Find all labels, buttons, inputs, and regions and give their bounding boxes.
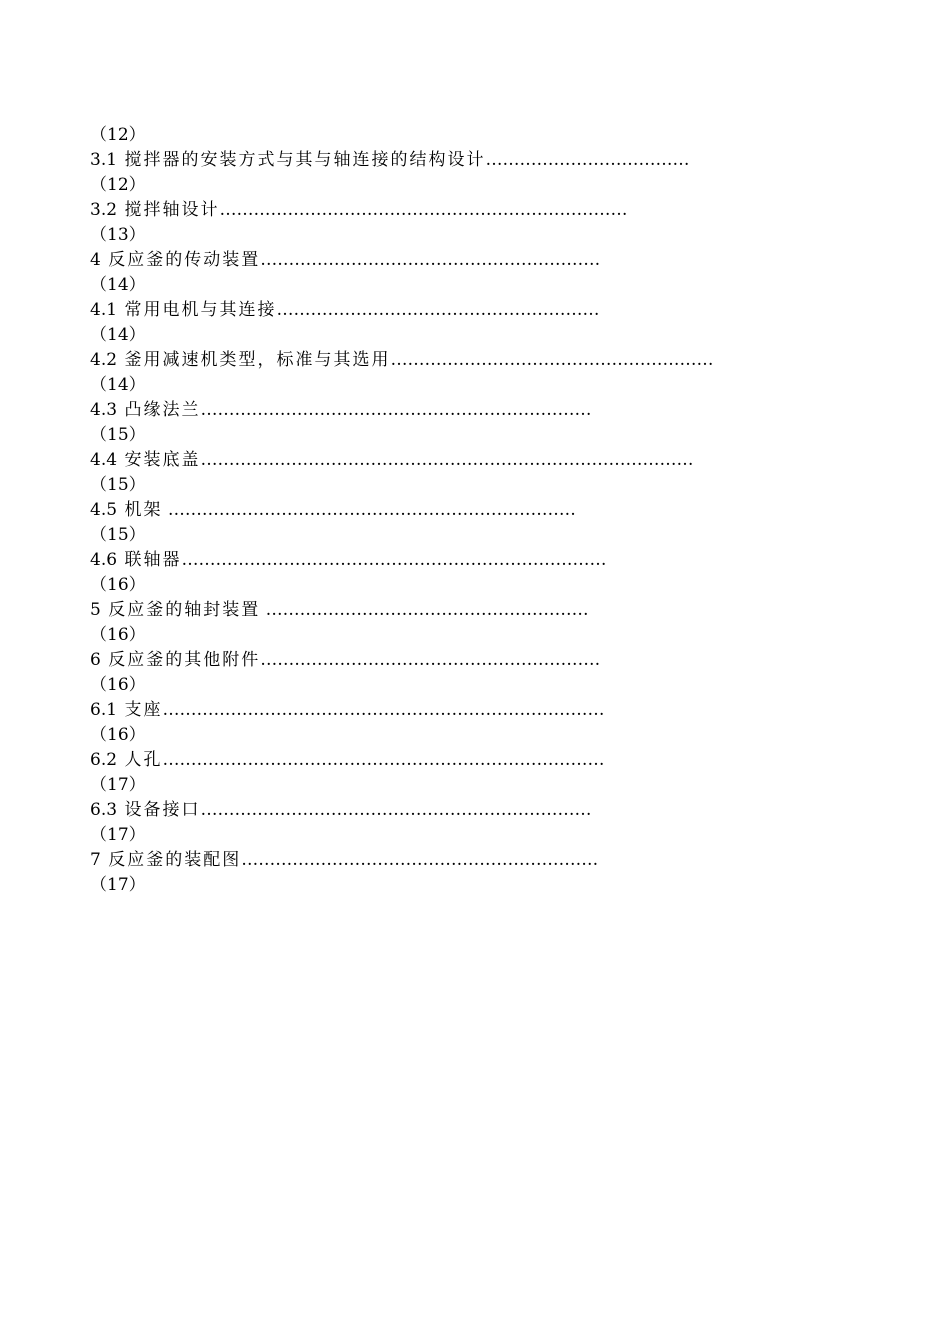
toc-entry-title: 釜用减速机类型，标准与其选用 — [124, 350, 391, 370]
toc-entry — [90, 298, 860, 348]
toc-entry-line — [90, 798, 860, 823]
table-of-contents — [90, 123, 860, 898]
toc-entry — [90, 648, 860, 698]
toc-entry-title: 反应釜的传动装置 — [108, 250, 261, 270]
toc-entry-line — [90, 398, 860, 423]
toc-entry-leader: …………………………………………………………… — [200, 400, 592, 420]
toc-entry-page: （14） — [90, 275, 146, 295]
toc-entry-line — [90, 648, 860, 673]
toc-entry-leader: ………………………………………………… — [276, 300, 600, 320]
toc-entry-leader: …………………………………………………… — [260, 650, 601, 670]
toc-entry-page: （15） — [90, 525, 146, 545]
toc-entry — [90, 598, 860, 648]
toc-entry — [90, 248, 860, 298]
toc-entry-leader: ………………………………………………… — [260, 600, 589, 620]
toc-entry — [90, 798, 860, 848]
toc-entry-page: （13） — [90, 225, 146, 245]
toc-entry-line — [90, 698, 860, 723]
toc-entry-title: 搅拌轴设计 — [124, 200, 220, 220]
toc-entry-number: 4.3 — [90, 400, 118, 420]
toc-entry-title: 机架 — [124, 500, 163, 520]
toc-entry-number: 7 — [90, 850, 101, 870]
toc-entry-number: 6.3 — [90, 800, 118, 820]
toc-entry-page: （14） — [90, 375, 146, 395]
toc-entry — [90, 848, 860, 898]
toc-entry — [90, 548, 860, 598]
toc-entry-title: 人孔 — [124, 750, 163, 770]
toc-entry-line — [90, 448, 860, 473]
toc-entry-number: 4.1 — [90, 300, 118, 320]
toc-entry-title: 常用电机与其连接 — [124, 300, 277, 320]
toc-entry-line — [90, 498, 860, 523]
toc-entry-leader: …………………………………………………………… — [200, 800, 592, 820]
toc-entry-number: 6 — [90, 650, 101, 670]
toc-entry-number: 4.5 — [90, 500, 118, 520]
toc-entry-page: （16） — [90, 575, 146, 595]
toc-entry-leader: ……………………………………………………………… — [162, 500, 576, 520]
toc-entry-page: （16） — [90, 625, 146, 645]
toc-entry-leader: ………………………………………………… — [390, 350, 714, 370]
toc-entry-leader: ……………………………………………………… — [241, 850, 599, 870]
toc-entry-page: （16） — [90, 725, 146, 745]
toc-entry-title: 反应釜的其他附件 — [108, 650, 261, 670]
toc-entry-title: 搅拌器的安装方式与其与轴连接的结构设计 — [124, 150, 486, 170]
toc-entry-number: 4.2 — [90, 350, 118, 370]
toc-entry-page: （15） — [90, 425, 146, 445]
toc-entry-page: （17） — [90, 775, 146, 795]
toc-entry-line — [90, 848, 860, 873]
toc-entry-number: 4.4 — [90, 450, 118, 470]
toc-entries — [90, 148, 860, 898]
toc-entry-leader: ……………………………………………………………… — [219, 200, 628, 220]
toc-entry-number: 3.1 — [90, 150, 118, 170]
toc-entry — [90, 148, 860, 198]
toc-entry-page: （15） — [90, 475, 146, 495]
toc-entry-number: 6.1 — [90, 700, 118, 720]
toc-entry-line — [90, 598, 860, 623]
toc-entry — [90, 498, 860, 548]
toc-entry-line — [90, 248, 860, 273]
toc-entry-leader: …………………………………………………………………………… — [200, 450, 694, 470]
toc-entry-line — [90, 148, 860, 173]
toc-entry-leader: ……………………………… — [485, 150, 690, 170]
toc-entry-page: （12） — [90, 175, 146, 195]
toc-entry — [90, 398, 860, 448]
toc-page-ref: （12） — [90, 125, 146, 145]
toc-entry-line — [90, 298, 860, 323]
toc-entry-page: （16） — [90, 675, 146, 695]
toc-entry-number: 5 — [90, 600, 101, 620]
toc-entry-title: 支座 — [124, 700, 163, 720]
toc-entry-line — [90, 748, 860, 773]
toc-entry — [90, 198, 860, 248]
toc-entry-line — [90, 348, 860, 373]
toc-entry-number: 3.2 — [90, 200, 118, 220]
toc-entry-page: （17） — [90, 875, 146, 895]
toc-entry-line — [90, 548, 860, 573]
toc-entry-title: 反应釜的装配图 — [108, 850, 242, 870]
toc-entry-leader: ………………………………………………………………… — [181, 550, 607, 570]
toc-entry — [90, 698, 860, 748]
toc-entry-title: 安装底盖 — [124, 450, 201, 470]
toc-entry-leader: …………………………………………………… — [260, 250, 601, 270]
toc-entry-title: 设备接口 — [124, 800, 201, 820]
toc-entry-page: （17） — [90, 825, 146, 845]
toc-entry — [90, 448, 860, 498]
toc-entry — [90, 748, 860, 798]
toc-entry-page: （14） — [90, 325, 146, 345]
toc-entry-leader: …………………………………………………………………… — [162, 700, 605, 720]
toc-entry-number: 4 — [90, 250, 101, 270]
toc-entry-leader: …………………………………………………………………… — [162, 750, 605, 770]
toc-entry-title: 凸缘法兰 — [124, 400, 201, 420]
toc-entry-number: 6.2 — [90, 750, 118, 770]
toc-entry-line — [90, 198, 860, 223]
toc-entry — [90, 348, 860, 398]
toc-entry-number: 4.6 — [90, 550, 118, 570]
toc-entry-title: 反应釜的轴封装置 — [108, 600, 261, 620]
toc-entry-title: 联轴器 — [124, 550, 182, 570]
